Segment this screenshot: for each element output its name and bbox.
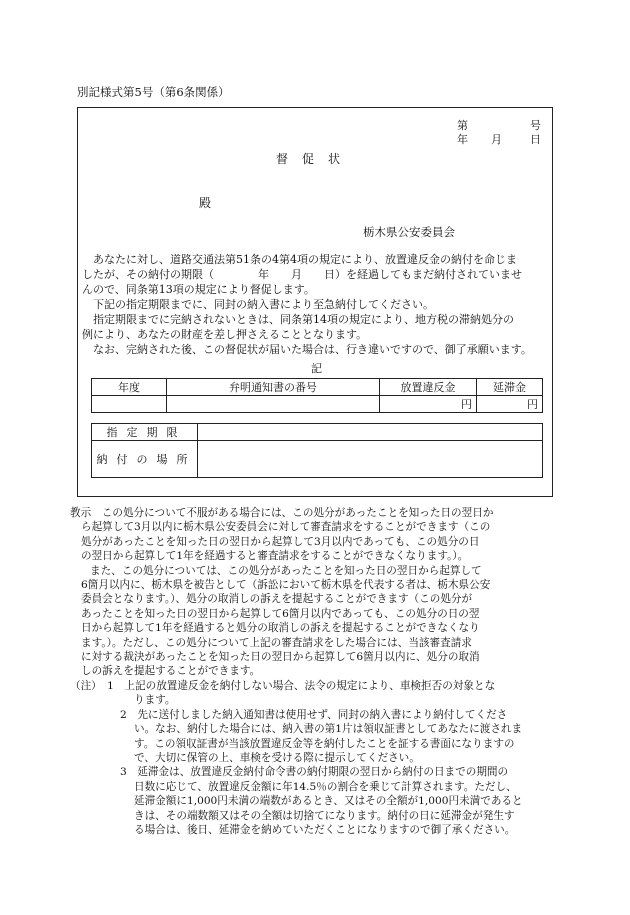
note-line: ら起算して3月以内に栃木県公安委員会に対して審査請求をすることができます（この <box>81 521 491 534</box>
note-line: 日から起算して1年を経過すると処分の取消しの訴えを提起することができなくなり <box>81 622 480 635</box>
amount-table <box>91 378 543 413</box>
note-line: の翌日から起算して1年を経過すると審査請求をすることができなくなります。）。 <box>81 550 469 563</box>
header-late-fee: 延滞金 <box>477 379 543 396</box>
table-row <box>92 441 543 478</box>
table-row <box>92 424 543 441</box>
cell-notice-number <box>167 396 380 413</box>
payment-place-label: 納付の場所 <box>92 441 198 478</box>
cell-penalty-unit: 円 <box>380 396 477 413</box>
notes-section <box>70 506 550 837</box>
body-line: 指定期限までに完納されないときは、同条第14項の規定により、地方税の滞納処分の <box>93 313 514 326</box>
document-title: 督促状 <box>276 152 355 166</box>
body-line: あなたに対し、道路交通法第51条の4第4項の規定により、放置違反金の納付を命じま <box>93 253 517 266</box>
body-line: 例により、あなたの財産を差し押さえることとなります。 <box>82 328 368 341</box>
day-label: 日 <box>530 133 541 146</box>
payment-place-value <box>198 441 543 478</box>
note-line: あったことを知った日の翌日から起算して6箇月以内であっても、この処分の日の翌 <box>81 607 480 620</box>
issuer-name: 栃木県公安委員会 <box>363 225 455 239</box>
body-line: なお、完納された後、この督促状が届いた場合は、行き違いですので、御了承願います。 <box>93 343 532 356</box>
payment-table <box>91 423 543 478</box>
cell-late-fee-unit: 円 <box>477 396 543 413</box>
ki-heading: 記 <box>311 362 322 375</box>
body-line: 下記の指定期限までに、同封の納入書により至急納付してください。 <box>93 298 434 311</box>
deadline-value <box>198 424 543 441</box>
cell-fiscal-year <box>92 396 167 413</box>
body-line: したが、その納付の期限（ 年 月 日）を経過してもまだ納付されていませ <box>82 268 522 281</box>
form-number: 別記様式第5号（第6条関係） <box>77 85 230 99</box>
table-header-row <box>92 379 543 396</box>
header-fiscal-year: 年度 <box>92 379 167 396</box>
deadline-label: 指定期限 <box>92 424 198 441</box>
note-line: しの訴えを提起することができます。 <box>81 665 261 678</box>
note-line: 委員会となります。）、処分の取消しの訴えを提起することができます（この処分が <box>81 593 473 606</box>
body-line: んので、同条第13項の規定により督促します。 <box>82 283 315 296</box>
number-suffix: 号 <box>530 119 541 132</box>
header-penalty: 放置違反金 <box>380 379 477 396</box>
note-line: 日数に応じて、放置違反金額に年14.5％の割合を乗じて計算されます。ただし、 <box>134 780 517 793</box>
number-prefix: 第 <box>457 119 468 132</box>
note-line: 処分があったことを知った日の翌日から起算して3月以内であっても、この処分の日 <box>81 535 480 548</box>
body-text <box>82 252 548 357</box>
note-line: 教示 この処分について不服がある場合には、この処分があったことを知った日の翌日か <box>70 507 494 519</box>
note-line: また、この処分については、この処分があったことを知った日の翌日から起算して <box>90 564 482 577</box>
header-notice-number: 弁明通知書の番号 <box>167 379 380 396</box>
note-line: ります。 <box>134 694 176 707</box>
note-line: す。この領収証書が当該放置違反金等を納付したことを証する書面になりますの <box>134 737 515 750</box>
note-line: 6箇月以内に、栃木県を被告として（訴訟において栃木県を代表する者は、栃木県公安 <box>81 579 491 592</box>
note-line: 2 先に送付しました納入通知書は使用せず、同封の納入書により納付してくださ <box>120 708 508 721</box>
note-line: に対する裁決があったことを知った日の翌日から起算して6箇月以内に、処分の取消 <box>81 651 480 664</box>
year-label: 年 <box>457 133 468 146</box>
addressee-suffix: 殿 <box>199 196 212 210</box>
note-line: 3 延滞金は、放置違反金納付命令書の納付期限の翌日から納付の日までの期間の <box>120 766 509 779</box>
note-line: （注） 1 上記の放置違反金を納付しない場合、法令の規定により、車検拒否の対象とな <box>70 679 496 692</box>
note-line: きは、その端数額又はその全額は切捨てになります。納付の日に延滞金が発生す <box>134 809 515 822</box>
table-row <box>92 396 543 413</box>
note-line: る場合は、後日、延滞金を納めていただくことになりますので御了承ください。 <box>134 823 516 836</box>
note-line: ます。）。ただし、この処分について上記の審査請求をした場合には、当該審査請求 <box>81 636 472 649</box>
note-line: 延滞金額に1,000円未満の端数があるとき、又はその全額が1,000円未満であると <box>134 795 523 808</box>
note-line: い。なお、納付した場合には、納入書の第1片は領収証書としてあなたに渡されま <box>134 723 523 736</box>
note-line: で、大切に保管の上、車検を受ける際に提示してください。 <box>134 751 420 764</box>
month-label: 月 <box>491 133 502 146</box>
